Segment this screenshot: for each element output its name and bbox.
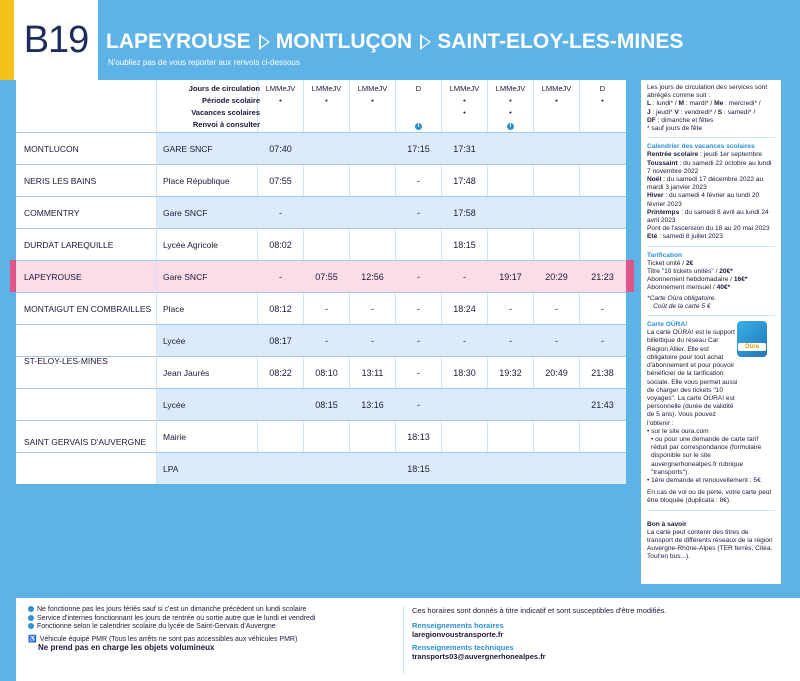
time-cell: 20:49 — [545, 368, 568, 378]
time-cell: - — [601, 336, 604, 346]
time-cell: - — [325, 336, 328, 346]
table-row — [16, 260, 626, 292]
row-shade — [156, 197, 626, 228]
time-cell: 19:17 — [499, 272, 522, 282]
stop-name: LAPEYROUSE — [24, 272, 82, 282]
footer-divider — [403, 606, 404, 674]
header-cell-vacances: • — [463, 108, 466, 117]
header-cell-renvoi — [396, 120, 441, 130]
time-cell: - — [279, 208, 282, 218]
time-cell: - — [463, 272, 466, 282]
good-to-know: Bon à savoir La carte peut contenir des titres de transport de différents réseaux de la région Auvergne-Rhône-Alpes (TER ferrés, Citéa, Tout'en bus...). — [647, 521, 775, 562]
stop-name: DURDAT LAREQUILLE — [24, 240, 114, 250]
time-cell: 17:15 — [407, 144, 430, 154]
timetable — [16, 80, 626, 484]
tech-email-link[interactable]: transports03@auvergnerhonealpes.fr — [412, 652, 546, 661]
time-cell: - — [417, 208, 420, 218]
header-cell-jours: LMMeJV — [265, 84, 296, 93]
highlight-marker-left — [10, 260, 16, 292]
table-row — [16, 452, 626, 484]
stop-place: Place — [163, 304, 185, 314]
time-cell: 21:38 — [591, 368, 614, 378]
header-cell-periode: • — [279, 96, 282, 105]
line-badge — [14, 0, 98, 80]
header-cell-jours: LMMeJV — [311, 84, 342, 93]
route-stop-origin: LAPEYROUSE — [106, 30, 251, 53]
header-subtitle: N'oubliez pas de vous reporter aux renvois ci-dessous — [108, 58, 300, 67]
time-cell: - — [417, 336, 420, 346]
place-divider — [156, 80, 157, 484]
header-cell-jours: D — [599, 84, 606, 93]
time-cell: 08:17 — [269, 336, 292, 346]
time-cell: 17:48 — [453, 176, 476, 186]
highlight-marker-right — [626, 260, 634, 292]
stop-place: Lycée — [163, 400, 186, 410]
time-cell: 18:13 — [407, 432, 430, 442]
stop-name: NERIS LES BAINS — [24, 176, 97, 186]
time-cell: 08:10 — [315, 368, 338, 378]
table-row — [16, 292, 626, 324]
header-label-renvoi: Renvoi à consulter — [192, 120, 260, 129]
header-cell-vacances: • — [509, 108, 512, 117]
oura-card-info: Oùra Carte OÙRA! La carte OÙRA! est le support billettique du réseau Car Région Allier. Elle est obligatoire pour tout achat d'abonnement et pour pouvoir bénéficier de la tarification sociale. Elle vous permet aussi de charger des tickets "10 voyages". La carte OÙRA! est personnelle (durée de validité de 5 ans). Vous pouvez l'obtenir : • sur le site oura.com • ou pour une demande de carte tarif réduit par correspondance (formulaire disponible sur le site auvergnerhonealpes.fr rubrique "transports"). • 1ère demande et renouvellement : 5€ En cas de vol ou de perte, votre carte peut être bloquée (duplicata : 8€). — [647, 321, 775, 510]
stop-name: SAINT GERVAIS D'AUVERGNE — [24, 437, 147, 447]
header-label-jours: Jours de circulation — [188, 84, 260, 93]
header-cell-jours: LMMeJV — [357, 84, 388, 93]
days-intro: Les jours de circulation des services sont abrégés comme suit : — [647, 84, 768, 100]
time-cell: 17:31 — [453, 144, 476, 154]
pricing-title: Tarification — [647, 251, 683, 259]
info-icon: i — [507, 123, 514, 130]
time-cell: - — [463, 336, 466, 346]
route-title — [106, 30, 683, 54]
line-number: B19 — [23, 18, 89, 61]
stop-name: MONTLUCON — [24, 144, 79, 154]
row-shade — [156, 453, 626, 484]
time-cell: 08:12 — [269, 304, 292, 314]
footnotes: Ne fonctionne pas les jours fériés sauf si c'est un dimanche précédent un lundi scolaire Service d'internes fonctionnant les jours de rentrée ou sortie autre que le lundi et vendredi Fonctionne selon le calendrier scolaire du lycée de Saint-Gervais d'Auvergne ♿ Véhicule équipé PMR (Tous les arrêts ne sont pas accessibles aux véhicules PMR) Ne prend pas en charge les objets volumineux — [28, 606, 316, 652]
info-icon — [28, 615, 34, 621]
stop-place: Mairie — [163, 432, 187, 442]
time-cell: - — [371, 304, 374, 314]
time-cell: - — [325, 304, 328, 314]
table-row — [16, 388, 626, 420]
time-cell: 08:15 — [315, 400, 338, 410]
info-icon — [28, 623, 34, 629]
header-cell-jours: LMMeJV — [495, 84, 526, 93]
arrow-right-icon — [259, 34, 270, 50]
time-cell: - — [555, 304, 558, 314]
header-cell-renvoi — [488, 120, 533, 130]
school-calendar: Calendrier des vacances scolaires Rentrée scolaire : jeudi 1er septembre Toussaint : du samedi 22 octobre au lundi 7 novembre 2022 Noël : du samedi 17 décembre 2022 au mardi 3 janvier 2023 Hiver : du samedi 4 février au lundi 20 février 2023 Printemps : du samedi 8 avril au lundi 24 avril 2023 Pont de l'ascension du 18 au 20 mai 2023 Eté : samedi 8 juillet 2023 — [647, 143, 775, 246]
oura-card-logo: Oùra — [737, 321, 767, 357]
info-link[interactable]: laregionvoustransporte.fr — [412, 630, 504, 639]
time-cell: 19:32 — [499, 368, 522, 378]
days-legend: Les jours de circulation des services sont abrégés comme suit : L : lundi* / M : mardi* / Me : mercredi* / J : jeudi* V : vendredi* / S : samedi* / DF : dimanche et fêtes * sauf jours de fête — [647, 84, 775, 138]
footer — [16, 598, 800, 681]
time-cell: 18:15 — [453, 240, 476, 250]
table-row — [16, 196, 626, 228]
time-cell: - — [417, 304, 420, 314]
header-cell-periode: • — [509, 96, 512, 105]
wheelchair-icon: ♿ — [28, 635, 37, 643]
arrow-right-icon — [420, 34, 431, 50]
info-icon — [28, 606, 34, 612]
time-cell: - — [417, 176, 420, 186]
time-cell: 13:11 — [361, 368, 384, 378]
time-cell: 18:30 — [453, 368, 476, 378]
time-cell: - — [509, 304, 512, 314]
table-row — [16, 164, 626, 196]
header-label-periode: Période scolaire — [202, 96, 260, 105]
stop-name: COMMENTRY — [24, 208, 80, 218]
route-stop-destination: SAINT-ELOY-LES-MINES — [437, 30, 684, 53]
row-shade — [156, 133, 626, 164]
time-cell: 08:22 — [269, 368, 292, 378]
header-cell-periode: • — [463, 96, 466, 105]
time-cell: 07:55 — [269, 176, 292, 186]
time-cell: - — [417, 368, 420, 378]
time-cell: 17:58 — [453, 208, 476, 218]
info-panel — [641, 80, 781, 584]
stop-place: Gare SNCF — [163, 272, 208, 282]
time-cell: - — [371, 336, 374, 346]
pricing: Tarification Ticket unité / 2€ Titre "10 tickets unités" / 20€* Abonnement hebdomadaire / 16€* Abonnement mensuel / 40€* *Carte Oùra obligatoire. Coût de la carte 5 € — [647, 252, 775, 316]
stop-name: MONTAIGUT EN COMBRAILLES — [24, 304, 152, 314]
stop-place: GARE SNCF — [163, 144, 213, 154]
header-label-vacances: Vacances scolaires — [191, 108, 260, 117]
stop-place: Lycée — [163, 336, 186, 346]
time-cell: 21:43 — [591, 400, 614, 410]
good-to-know-title: Bon à savoir — [647, 520, 687, 528]
contact-info: Ces horaires sont donnés à titre indicatif et sont susceptibles d'être modifiés. Renseignements horaires laregionvoustransporte.fr Renseignements techniques transports03@auvergnerhonealpes.fr — [412, 606, 792, 661]
header-cell-jours: LMMeJV — [449, 84, 480, 93]
header — [0, 0, 800, 80]
time-cell: 18:15 — [407, 464, 430, 474]
header-cell-periode: • — [601, 96, 604, 105]
time-cell: - — [279, 272, 282, 282]
stop-place: Place République — [163, 176, 230, 186]
header-cell-periode: • — [325, 96, 328, 105]
table-row — [16, 356, 626, 388]
oura-title: Carte OÙRA! — [647, 321, 688, 329]
time-cell: 07:55 — [315, 272, 338, 282]
time-cell: - — [509, 336, 512, 346]
brand-stripe — [0, 0, 14, 80]
time-cell: 13:16 — [361, 400, 384, 410]
time-cell: - — [417, 400, 420, 410]
stop-place: Gare SNCF — [163, 208, 208, 218]
header-cell-periode: • — [555, 96, 558, 105]
stop-place: Jean Jaurès — [163, 368, 210, 378]
header-cell-jours: LMMeJV — [541, 84, 572, 93]
table-row — [16, 324, 626, 356]
time-cell: - — [417, 272, 420, 282]
time-cell: 12:56 — [361, 272, 384, 282]
time-cell: 21:23 — [591, 272, 614, 282]
stop-place: Lycée Agricole — [163, 240, 218, 250]
time-cell: 07:40 — [269, 144, 292, 154]
time-cell: - — [555, 336, 558, 346]
info-icon: i — [415, 123, 422, 130]
header-cell-periode: • — [371, 96, 374, 105]
stop-name: ST-ELOY-LES-MINES — [24, 356, 108, 366]
header-cell-jours: D — [415, 84, 422, 93]
stop-place: LPA — [163, 464, 179, 474]
time-cell: 18:24 — [453, 304, 476, 314]
route-stop-middle: MONTLUÇON — [275, 30, 413, 53]
calendar-title: Calendrier des vacances scolaires — [647, 143, 755, 151]
time-cell: 20:29 — [545, 272, 568, 282]
time-cell: - — [601, 304, 604, 314]
table-row — [16, 228, 626, 260]
time-cell: 08:02 — [269, 240, 292, 250]
table-row — [16, 132, 626, 164]
